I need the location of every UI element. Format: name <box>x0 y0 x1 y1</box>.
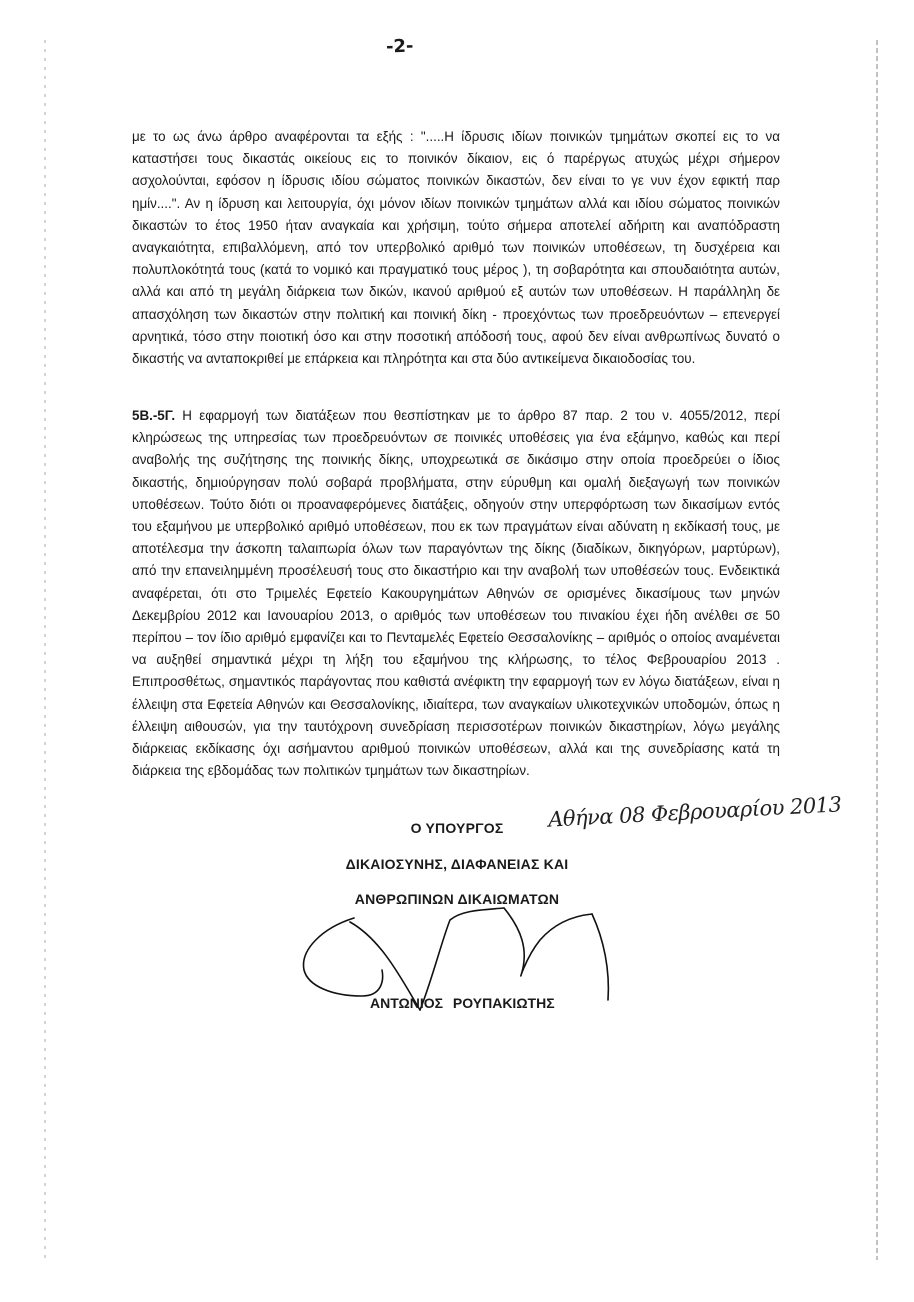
body-paragraph-1: με το ως άνω άρθρο αναφέρονται τα εξής : ".....Η ίδρυσις ιδίων ποινικών τμημάτων σκοπεί εις το να καταστήσει τους δικαστάς οικείους εις το ποινικόν δίκαιον, εις ό παρέργως ατυχώς μέχρι σήμερον ασχολούνται, εφόσον η ίδρυσις ιδίου σώματος ποινικών δικαστών, δεν είναι το γε νυν έχον εφικτή παρ ημίν....". Αν η ίδρυση και λειτουργία, όχι μόνον ιδίων ποινικών τμημάτων αλλά και ιδίου σώματος ποινικών δικαστών το έτος 1950 ήταν αναγκαία και χρήσιμη, τούτο σήμερα αποτελεί αδήριτη και αναπόδραστη αναγκαιότητα, επιβαλλόμενη, από τον υπερβολικό αριθμό των ποινικών υποθέσεων, τη δυσχέρεια και πολυπλοκότητά τους (κατά το νομικό και πραγματικό τους μέρος ), τη σοβαρότητα και σπουδαιότητα αυτών, αλλά και από τη μεγάλη διάρκεια των δικών, ικανού αριθμού εξ αυτών των υποθέσεων. Η παράλληλη δε απασχόληση των δικαστών στην πολιτική και ποινική δίκη - προεχόντως των προεδρευόντων – επενεργεί αρνητικά, τόσο στην ποιοτική όσο και στην ποσοτική απόδοσή τους, αφού δεν είναι ανθρωπίνως δυνατό ο δικαστής να ανταποκριθεί με επάρκεια και πληρότητα και στα δύο αντικείμενα δικαιοδοσίας του. <box>132 129 780 367</box>
paragraph-2-text: Η εφαρμογή των διατάξεων που θεσπίστηκαν με το άρθρο 87 παρ. 2 του ν. 4055/2012, περί κληρώσεως της υπηρεσίας των προεδρευόντων σε ποινικές υποθέσεις για ένα εξάμηνο, καθώς και περί αναβολής της συζήτησης της ποινικής δίκης, υποχρεωτικά σε δικάσιμο στην οποία προεδρεύει ο ίδιος δικαστής, δημιούργησαν πολύ σοβαρά προβλήματα, στην εύρυθμη και ομαλή διεξαγωγή των ποινικών υποθέσεων. Τούτο διότι οι προαναφερόμενες διατάξεις, οδηγούν στην υπερφόρτωση των δικασίμων εντός του εξαμήνου με υπερβολικό αριθμό υποθέσεων, που εκ των πραγμάτων είναι αδύνατη η εκδίκασή τους, με αποτέλεσμα την άσκοπη ταλαιπωρία όλων των παραγόντων της δίκης (διαδίκων, δικηγόρων, μαρτύρων), από την επανειλημμένη προσέλευσή τους στο δικαστήριο και την αναβολή των υποθέσεών τους. Ενδεικτικά αναφέρεται, ότι στο Τριμελές Εφετείο Κακουργημάτων Αθηνών σε ορισμένες δικασίμους των μηνών Δεκεμβρίου 2012 και Ιανουαρίου 2013, ο αριθμός των υποθέσεων του πινακίου έχει ήδη ανέλθει σε 50 περίπου – τον ίδιο αριθμό εμφανίζει και το Πενταμελές Εφετείο Θεσσαλονίκης – αριθμός ο οποίος αναμένεται να αυξηθεί σημαντικά μέχρι τη λήξη του εξαμήνου της κλήρωσης, το τέλος Φεβρουαρίου 2013 . Επιπροσθέτως, σημαντικός παράγοντας που καθιστά ανέφικτη την εφαρμογή των εν λόγω διατάξεων, είναι η έλλειψη στα Εφετεία Αθηνών και Θεσσαλονίκης, ιδιαίτερα, των αναγκαίων υλικοτεχνικών υποδομών, όπως η έλλειψη αιθουσών, για την ταυτόχρονη συνεδρίαση περισσοτέρων ποινικών δικαστηρίων, λόγω μεγάλης διάρκειας εκδίκασης όχι ασήμαντου αριθμού ποινικών υποθέσεων, αλλά και της συνεδρίασης κατά τη διάρκεια της εβδομάδας των πολιτικών τμημάτων των δικαστηρίων. <box>132 408 780 779</box>
signatory-name: ΑΝΤΩΝΙΟΣ ΡΟΥΠΑΚΙΩΤΗΣ <box>370 995 555 1011</box>
body-paragraph-2 <box>132 405 780 782</box>
paragraph-label: 5Β.-5Γ. <box>132 408 176 423</box>
ministry-name-line-2: ΑΝΘΡΩΠΙΝΩΝ ΔΙΚΑΙΩΜΑΤΩΝ <box>354 891 560 907</box>
scan-edge-left <box>44 40 46 1260</box>
ministry-name-line-1: ΔΙΚΑΙΟΣΥΝΗΣ, ΔΙΑΦΑΝΕΙΑΣ ΚΑΙ <box>345 856 569 872</box>
page-number: -2- <box>385 35 414 58</box>
minister-title: Ο ΥΠΟΥΡΓΟΣ <box>410 820 504 836</box>
scan-edge-right <box>876 40 878 1260</box>
handwritten-date: Αθήνα 08 Φεβρουαρίου 2013 <box>547 792 843 832</box>
